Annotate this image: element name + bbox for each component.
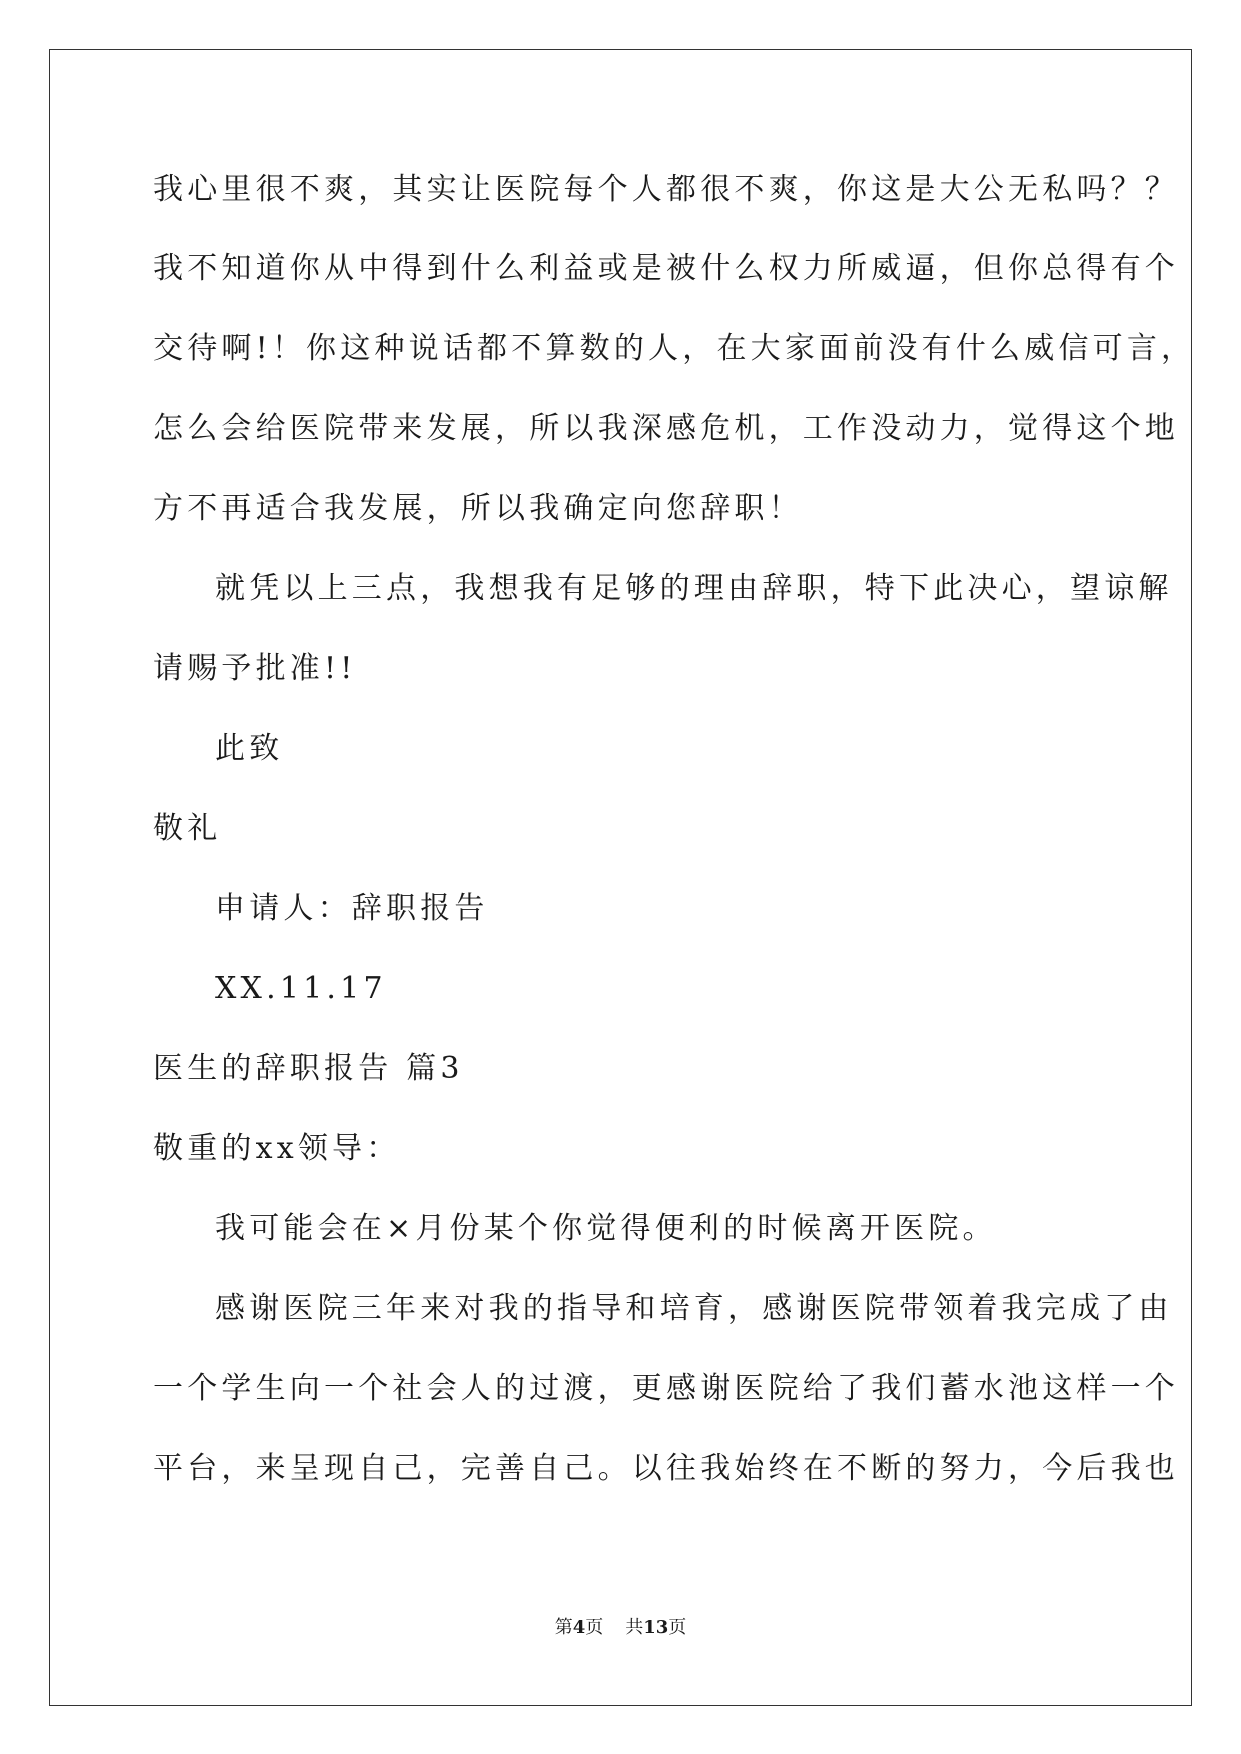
body-line: 我可能会在×月份某个你觉得便利的时候离开医院。	[215, 1211, 997, 1246]
body-line: 怎么会给医院带来发展，所以我深感危机，工作没动力，觉得这个地	[153, 411, 1179, 446]
body-line: 方不再适合我发展，所以我确定向您辞职！	[153, 491, 803, 526]
page-footer	[0, 1616, 1241, 1640]
closing-salutation: 此致	[215, 731, 284, 766]
total-pages: 13	[643, 1617, 669, 1638]
total-suffix: 页	[668, 1617, 687, 1638]
body-line: 我不知道你从中得到什么利益或是被什么权力所威逼，但你总得有个	[153, 251, 1179, 286]
body-line: 交待啊!！你这种说话都不算数的人，在大家面前没有什么威信可言，	[153, 331, 1196, 366]
body-line: 就凭以上三点，我想我有足够的理由辞职，特下此决心，望谅解	[215, 571, 1173, 606]
total-prefix: 共	[625, 1617, 644, 1638]
date-line: XX.11.17	[215, 971, 387, 1006]
body-line: 平台，来呈现自己，完善自己。以往我始终在不断的努力，今后我也	[153, 1451, 1179, 1486]
letter-greeting: 敬重的xx领导：	[153, 1131, 401, 1166]
body-line: 请赐予批准!!	[153, 651, 357, 686]
body-line: 一个学生向一个社会人的过渡，更感谢医院给了我们蓄水池这样一个	[153, 1371, 1179, 1406]
page-number: 4	[572, 1617, 586, 1638]
body-line: 感谢医院三年来对我的指导和培育，感谢医院带领着我完成了由	[215, 1291, 1173, 1326]
applicant-line: 申请人：辞职报告	[215, 891, 489, 926]
closing-regards: 敬礼	[153, 811, 222, 846]
page-suffix: 页	[585, 1617, 604, 1638]
body-line: 我心里很不爽，其实让医院每个人都很不爽，你这是大公无私吗？？	[153, 172, 1179, 207]
section-heading: 医生的辞职报告 篇3	[153, 1051, 464, 1086]
page-prefix: 第	[554, 1617, 573, 1638]
